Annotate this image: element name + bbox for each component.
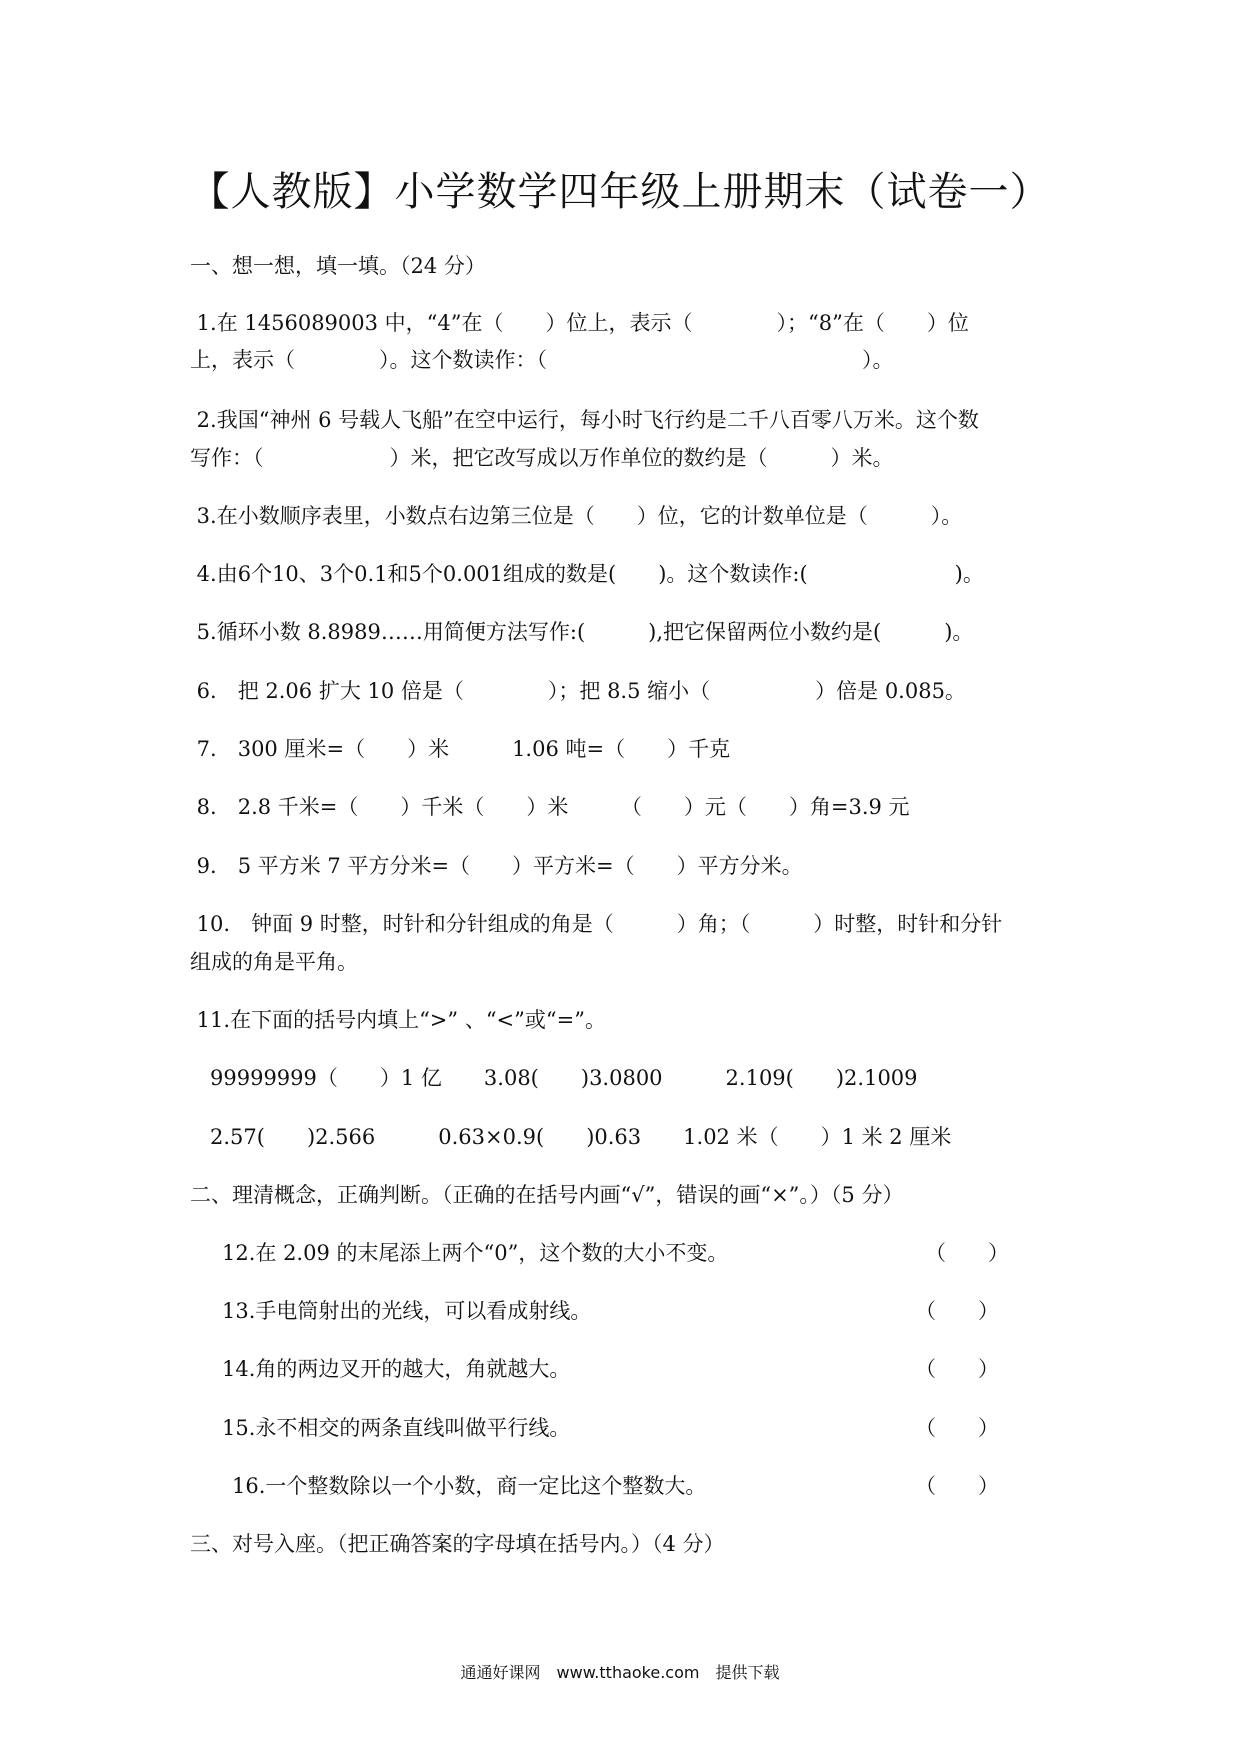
judgement-item-text: 14.角的两边叉开的越大，角就越大。 [222, 1357, 571, 1381]
question-10-line-1: 10. 钟面 9 时整，时针和分针组成的角是（ ）角；（ ）时整，时针和分针 [190, 912, 1003, 936]
question-1-line-1: 1.在 1456089003 中，“4”在（ ）位上，表示（ ）；“8”在（ ）位 [190, 311, 969, 335]
question-4: 4.由6个10、3个0.1和5个0.001组成的数是( )。这个数读作:( )。 [190, 562, 984, 586]
judgement-item-bracket: （ ） [915, 1299, 999, 1323]
question-3: 3.在小数顺序表里，小数点右边第三位是（ ）位，它的计数单位是（ ）。 [190, 504, 963, 528]
judgement-item-text: 13.手电筒射出的光线，可以看成射线。 [222, 1299, 592, 1323]
section2-heading: 二、理清概念，正确判断。（正确的在括号内画“√”，错误的画“×”。）（5 分） [190, 1183, 904, 1207]
question-6: 6. 把 2.06 扩大 10 倍是（ ）；把 8.5 缩小（ ）倍是 0.085。 [190, 679, 966, 703]
section3-heading: 三、对号入座。（把正确答案的字母填在括号内。）（4 分） [190, 1532, 725, 1556]
question-2-line-2: 写作：（ ）米，把它改写成以万作单位的数约是（ ）米。 [190, 446, 894, 470]
footer-source: 通通好课网 www.tthaoke.com 提供下载 [460, 1663, 780, 1682]
question-10-line-2: 组成的角是平角。 [190, 950, 358, 974]
question-2-line-1: 2.我国“神州 6 号载人飞船”在空中运行，每小时飞行约是二千八百零八万米。这个数 [190, 408, 979, 432]
question-11-row-2: 2.57( )2.566 0.63×0.9( )0.63 1.02 米（ ）1 米 2 厘米 [210, 1125, 952, 1149]
judgement-item-text: 12.在 2.09 的末尾添上两个“0”，这个数的大小不变。 [222, 1241, 729, 1265]
section1-heading: 一、想一想，填一填。（24 分） [190, 254, 486, 278]
question-7: 7. 300 厘米=（ ）米 1.06 吨=（ ）千克 [190, 737, 731, 761]
question-1-line-2: 上，表示（ ）。这个数读作：（ ）。 [190, 348, 894, 372]
question-11: 11.在下面的括号内填上“>” 、“<”或“=”。 [190, 1008, 606, 1032]
judgement-item-bracket: （ ） [925, 1241, 1009, 1265]
page-title: 【人教版】小学数学四年级上册期末（试卷一） [189, 169, 1051, 215]
question-9: 9. 5 平方米 7 平方分米=（ ）平方米=（ ）平方分米。 [190, 854, 803, 878]
question-8: 8. 2.8 千米=（ ）千米（ ）米 （ ）元（ ）角=3.9 元 [190, 795, 910, 819]
question-11-row-1: 99999999（ ）1 亿 3.08( )3.0800 2.109( )2.1009 [210, 1066, 918, 1090]
judgement-item-bracket: （ ） [915, 1474, 999, 1498]
judgement-item-bracket: （ ） [915, 1416, 999, 1440]
judgement-item-text: 16.一个整数除以一个小数，商一定比这个整数大。 [232, 1474, 707, 1498]
question-5: 5.循环小数 8.8989……用简便方法写作:( ),把它保留两位小数约是( )。 [190, 620, 974, 644]
judgement-item-bracket: （ ） [915, 1357, 999, 1381]
judgement-item-text: 15.永不相交的两条直线叫做平行线。 [222, 1416, 571, 1440]
